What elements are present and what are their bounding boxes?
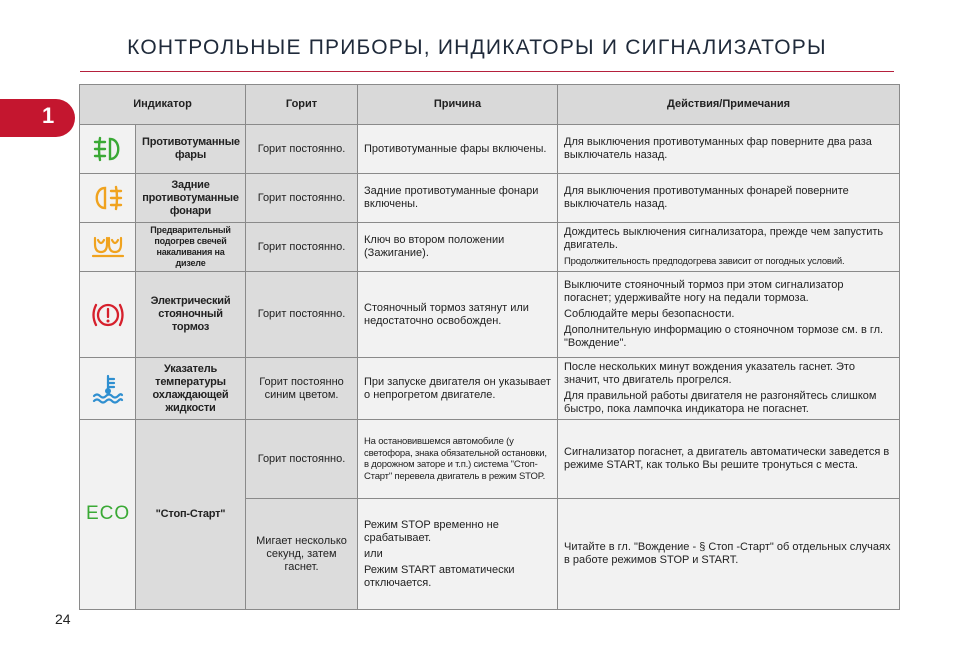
action-line: Для правильной работы двигателя не разгоняйтесь слишком быстро, пока лампочка индикатора не погаснет.	[564, 390, 877, 415]
action-line: Соблюдайте меры безопасности.	[564, 308, 735, 320]
page-number: 24	[55, 611, 71, 627]
title-divider	[80, 71, 894, 72]
indicator-name: Противотуманные фары	[136, 125, 246, 174]
cause-cell	[358, 499, 558, 610]
action-text: Читайте в гл. "Вождение - § Стоп -Старт" об отдельных случаях в работе режимов STOP и START.	[558, 499, 900, 610]
cause-text: Ключ во втором положении (Зажигание).	[358, 223, 558, 272]
indicator-name: Предварительный подогрев свечей накаливания на дизеле	[136, 223, 246, 272]
action-text: Сигнализатор погаснет, а двигатель автоматически заведется в режиме START, как только Вы решите тронуться с места.	[558, 420, 900, 499]
cause-text: При запуске двигателя он указывает о непрогретом двигателе.	[358, 358, 558, 420]
indicator-name: Электрический стояночный тормоз	[136, 272, 246, 358]
chapter-number: 1	[42, 103, 55, 128]
action-line: После нескольких минут вождения указатель гаснет. Это значит, что двигатель прогрелся.	[564, 361, 855, 386]
table-header-row	[80, 85, 900, 125]
action-text: Для выключения противотуманных фар поверните два раза выключатель назад.	[558, 125, 900, 174]
table-row	[80, 420, 900, 499]
column-header: Причина	[358, 85, 558, 125]
indicator-table	[79, 84, 900, 610]
column-header: Индикатор	[80, 85, 246, 125]
lit-state: Горит постоянно.	[246, 272, 358, 358]
cause-text: Стояночный тормоз затянут или недостаточно освобожден.	[358, 272, 558, 358]
table-row	[80, 223, 900, 272]
indicator-name: "Стоп-Старт"	[136, 420, 246, 610]
action-cell	[558, 358, 900, 420]
indicator-name: Задние противотуманные фонари	[136, 174, 246, 223]
lit-state: Горит постоянно.	[246, 125, 358, 174]
cause-text: На остановившемся автомобиле (у светофора, знака обязательной остановки, в дорожном заторе и т.п.) система "Стоп-Старт" перевела двигатель в режим STOP.	[358, 420, 558, 499]
action-note: Продолжительность предподогрева зависит от погодных условий.	[564, 256, 845, 267]
page-title: КОНТРОЛЬНЫЕ ПРИБОРЫ, ИНДИКАТОРЫ И СИГНАЛИЗАТОРЫ	[127, 36, 827, 59]
glow-plug-icon	[91, 236, 125, 258]
table-row	[80, 272, 900, 358]
cause-line: Режим START автоматически отключается.	[364, 563, 515, 589]
action-line: Дополнительную информацию о стояночном тормозе см. в гл. "Вождение".	[564, 324, 884, 349]
column-header: Горит	[246, 85, 358, 125]
lit-state: Горит постоянно синим цветом.	[246, 358, 358, 420]
table-row	[80, 174, 900, 223]
rear-fog-light-icon	[91, 185, 125, 211]
lit-state: Горит постоянно.	[246, 223, 358, 272]
cause-text: Противотуманные фары включены.	[358, 125, 558, 174]
chapter-tab	[0, 99, 75, 137]
front-fog-light-icon	[91, 136, 125, 162]
lit-state: Горит постоянно.	[246, 174, 358, 223]
coolant-temperature-icon	[91, 374, 125, 404]
lit-state: Мигает несколько секунд, затем гаснет.	[246, 499, 358, 610]
parking-brake-icon	[91, 300, 125, 330]
action-cell	[558, 223, 900, 272]
cause-line: или	[364, 547, 383, 560]
eco-icon: ECO	[86, 502, 131, 524]
indicator-name: Указатель температуры охлаждающей жидкости	[136, 358, 246, 420]
column-header: Действия/Примечания	[558, 85, 900, 125]
cause-line: Режим STOP временно не срабатывает.	[364, 518, 499, 544]
table-row	[80, 125, 900, 174]
table-row	[80, 358, 900, 420]
action-cell	[558, 272, 900, 358]
cause-text: Задние противотуманные фонари включены.	[358, 174, 558, 223]
action-text: Дождитесь выключения сигнализатора, прежде чем запустить двигатель.	[564, 226, 884, 251]
action-text: Для выключения противотуманных фонарей поверните выключатель назад.	[558, 174, 900, 223]
lit-state: Горит постоянно.	[246, 420, 358, 499]
action-line: Выключите стояночный тормоз при этом сигнализатор погаснет; удерживайте ногу на педали тормоза.	[564, 279, 844, 304]
